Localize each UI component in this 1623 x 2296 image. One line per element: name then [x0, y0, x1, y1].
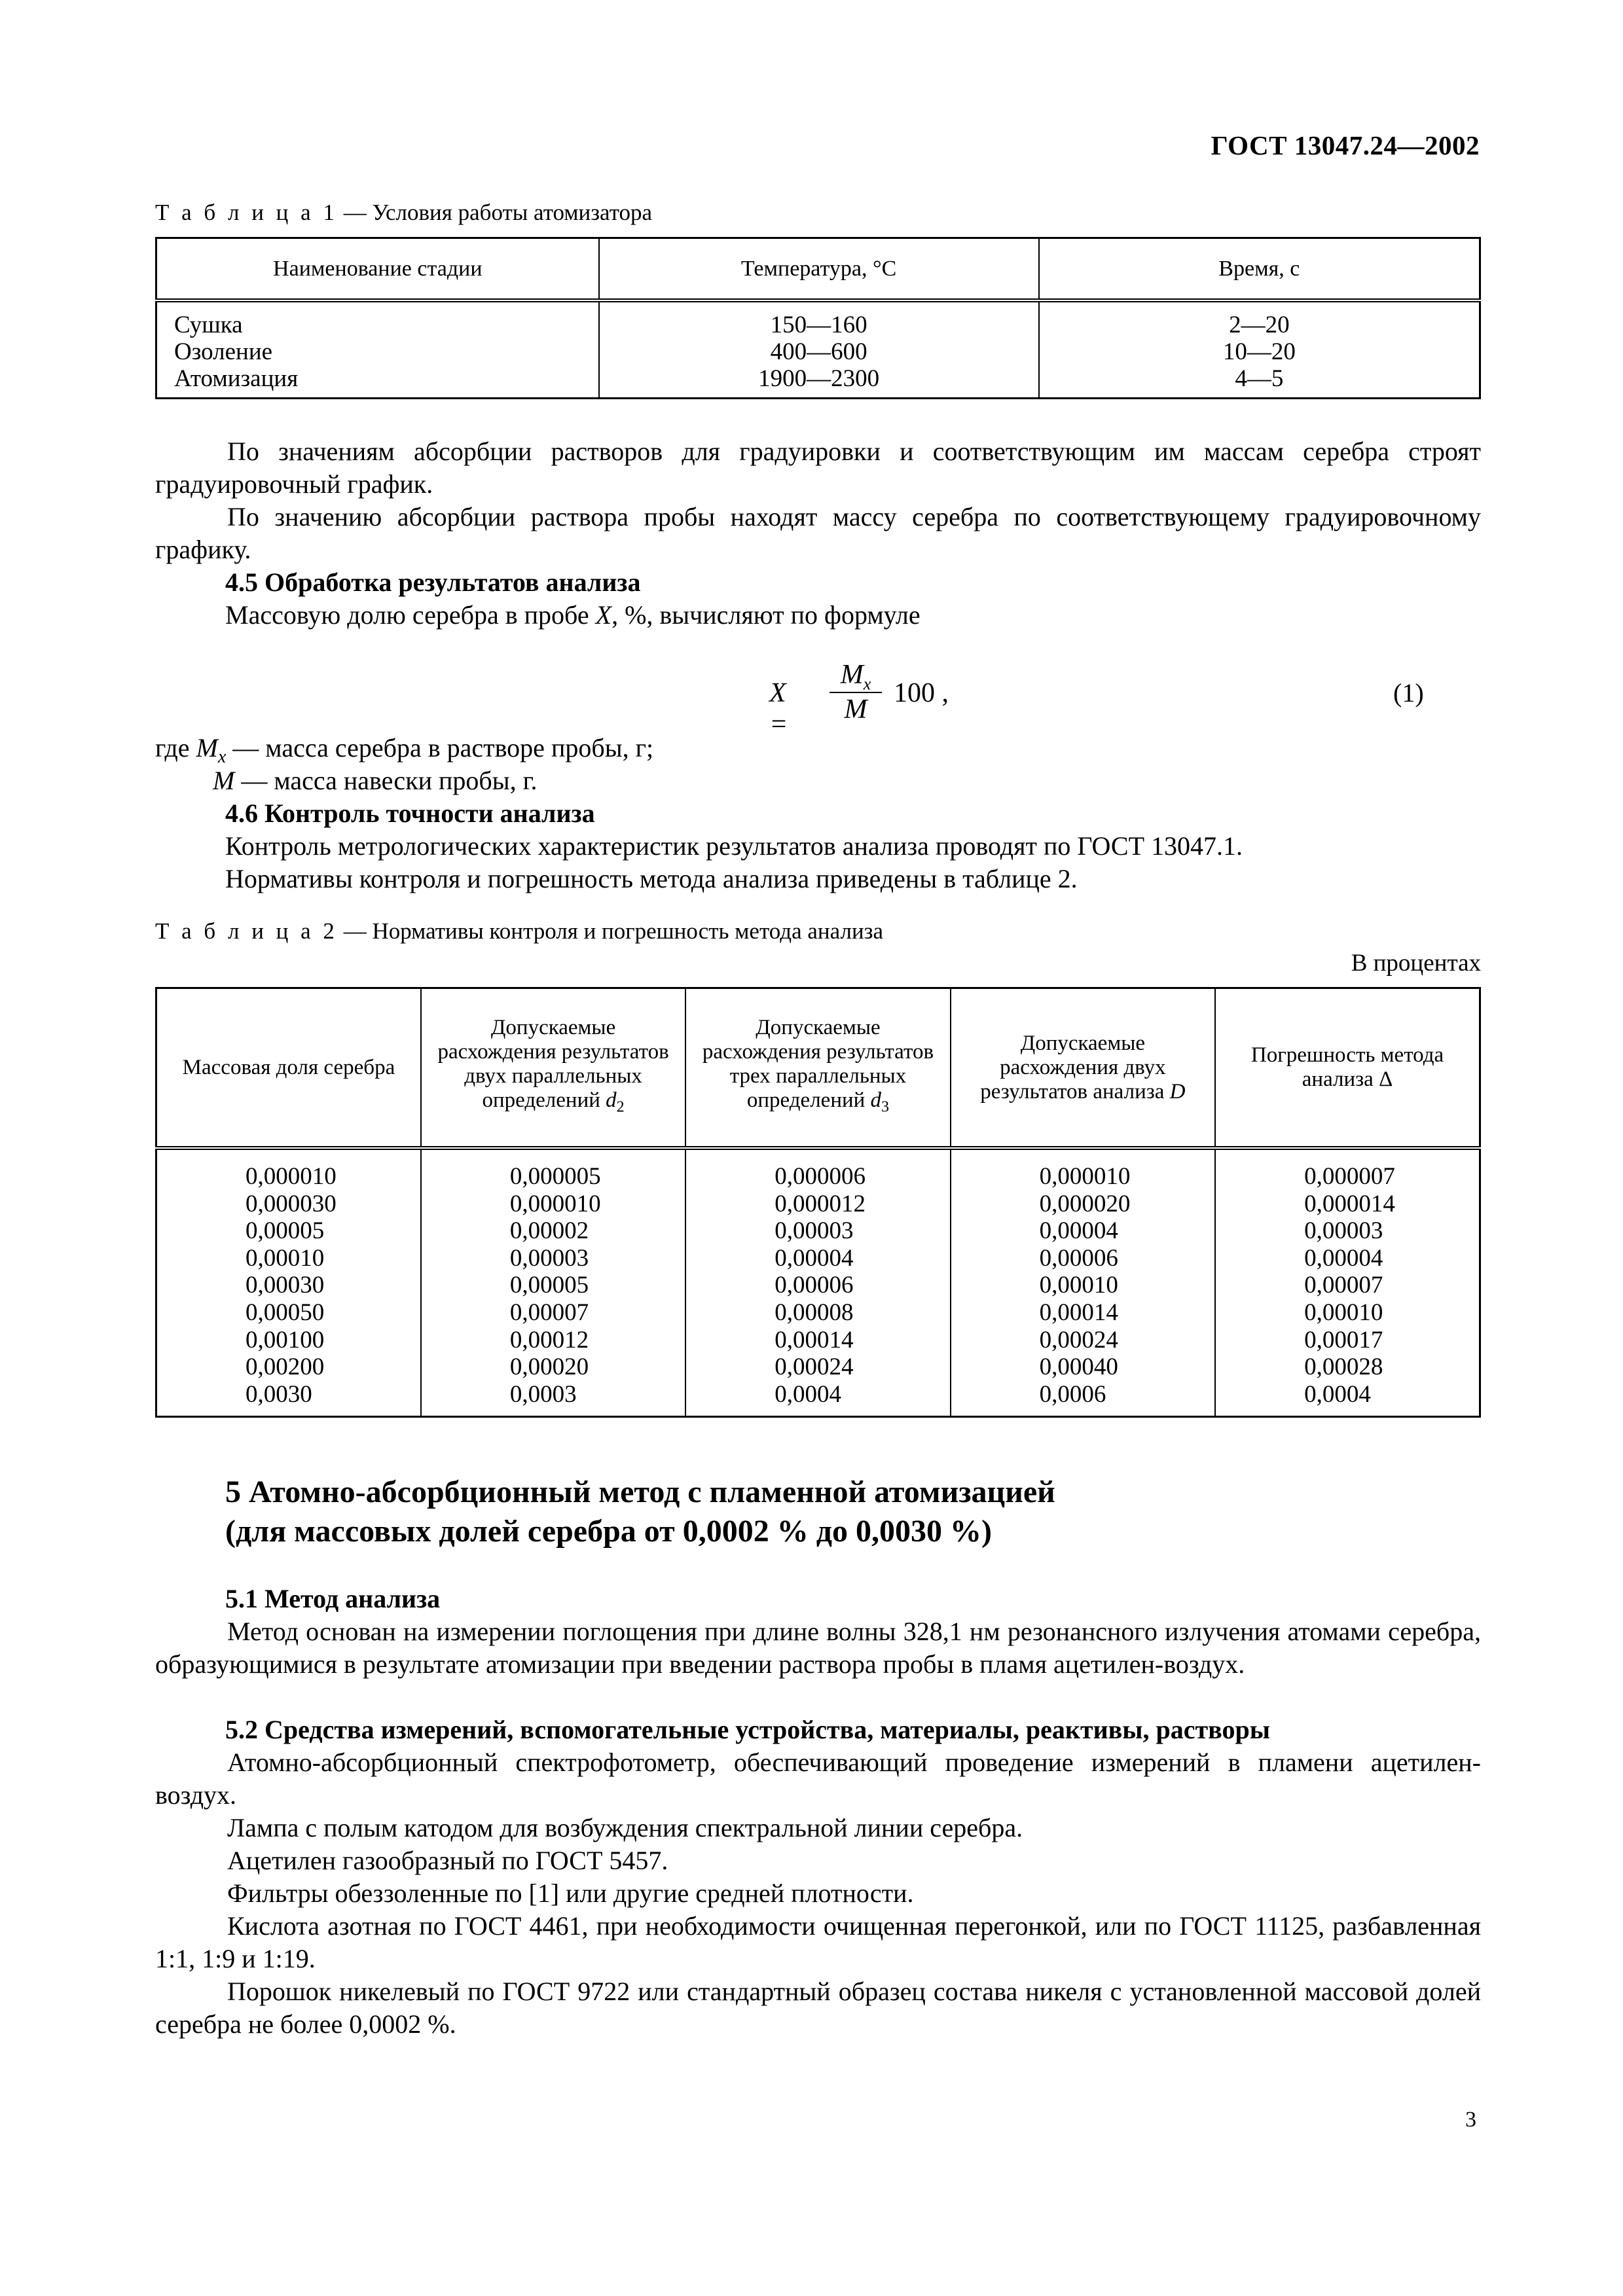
- table2-cell: 0,00006: [1039, 1244, 1118, 1272]
- table2-cell: 0,00030: [246, 1272, 325, 1299]
- variable: d: [870, 1088, 882, 1112]
- table2-cell: 0,00003: [1304, 1217, 1383, 1245]
- list-item: Порошок никелевый по ГОСТ 9722 или стандартный образец состава никеля с установленной массовой долей серебра не более 0,0002 %.: [155, 1977, 1481, 2039]
- table1-cell: 1900—2300: [758, 365, 880, 392]
- table1-header-row: [156, 238, 1480, 301]
- paragraph: По значению абсорбции раствора пробы находят массу серебра по соответствующему градуировочному графику.: [155, 502, 1481, 564]
- table2-label: Т а б л и ц а 2: [155, 918, 338, 944]
- table2-cell: 0,00005: [246, 1217, 325, 1245]
- table1-body: [156, 300, 1480, 399]
- table1-header: Время, с: [1039, 238, 1480, 301]
- section-title-line: (для массовых долей серебра от 0,0002 % до 0,0030 %): [225, 1514, 992, 1549]
- table2-cell: 0,00007: [509, 1299, 589, 1326]
- table2-cell: 0,00002: [509, 1217, 589, 1245]
- text: Допускаемые расхождения результатов двух параллельных определений: [437, 1015, 669, 1112]
- text: где: [155, 733, 196, 762]
- section-title-line: 5 Атомно-абсорбционный метод с пламенной атомизацией: [225, 1475, 1055, 1509]
- table1-cell: Сушка: [174, 312, 243, 338]
- table2-header: Массовая доля серебра: [156, 988, 421, 1149]
- table2-cell: 0,00004: [775, 1244, 854, 1272]
- table2-cell: 0,000010: [509, 1190, 601, 1217]
- paragraph: По значениям абсорбции растворов для градуировки и соответствующим им массам серебра строят градуировочный график.: [155, 437, 1481, 499]
- variable: M: [213, 766, 235, 795]
- table2-cell: 0,000007: [1304, 1163, 1395, 1190]
- table2-header-row: [156, 988, 1480, 1149]
- table2-cell: 0,00003: [775, 1217, 854, 1245]
- table2-cell: 0,00200: [246, 1354, 325, 1381]
- table1: [155, 237, 1481, 399]
- table1-col-temperature: [599, 300, 1039, 399]
- table2-cell: 0,000005: [509, 1163, 601, 1190]
- table1-cell: 10—20: [1222, 338, 1296, 365]
- table1-cell: Озоление: [174, 338, 273, 365]
- formula-fraction: [830, 658, 882, 726]
- table1-header: Температура, °С: [599, 238, 1039, 301]
- table2: [155, 987, 1481, 1418]
- table2-cell: 0,000010: [1039, 1163, 1131, 1190]
- table2-cell: 0,00004: [1039, 1217, 1118, 1245]
- formula-rest: 100 ,: [894, 678, 949, 708]
- table2-cell: 0,00005: [509, 1272, 589, 1299]
- sub: 3: [881, 1098, 890, 1116]
- paragraph: Метод основан на измерении поглощения при длине волны 328,1 нм резонансного излучения атомами серебра, образующимися в результате атомизации при введении раствора пробы в пламя ацетилен-воздух.: [155, 1617, 1481, 1679]
- table1-caption: [155, 200, 652, 226]
- paragraph: Нормативы контроля и погрешность метода анализа приведены в таблице 2.: [225, 864, 1078, 893]
- table1-label: Т а б л и ц а 1: [155, 200, 338, 225]
- table2-cell: 0,000010: [246, 1163, 337, 1190]
- table1-cell: 4—5: [1235, 365, 1284, 392]
- text: Массовую долю серебра в пробе: [225, 600, 596, 630]
- table2-title: — Нормативы контроля и погрешность метода анализа: [337, 918, 884, 944]
- table2-col-error: [1215, 1148, 1480, 1417]
- table2-col-D: [951, 1148, 1215, 1417]
- table2-cell: 0,000012: [775, 1190, 866, 1217]
- formula-numerator: [830, 658, 882, 692]
- table2-cell: 0,00008: [775, 1299, 854, 1326]
- table2-cell: 0,00010: [246, 1244, 325, 1272]
- table2-cell: 0,00010: [1039, 1272, 1118, 1299]
- section-4-5-title: 4.5 Обработка результатов анализа: [225, 567, 641, 597]
- table2-col-d2: [421, 1148, 685, 1417]
- text: — масса навески пробы, г.: [234, 766, 538, 795]
- table2-cell: 0,00050: [246, 1299, 325, 1326]
- list-item: Атомно-абсорбционный спектрофотометр, обеспечивающий проведение измерений в пламени ацетилен-воздух.: [155, 1748, 1481, 1810]
- section-5-1-title: 5.1 Метод анализа: [225, 1584, 441, 1613]
- table1-cell: 150—160: [770, 312, 867, 338]
- table2-cell: 0,00024: [775, 1354, 854, 1381]
- table2-cell: 0,00012: [509, 1326, 589, 1354]
- page-number: 3: [1465, 2108, 1476, 2132]
- table2-cell: 0,00028: [1304, 1354, 1383, 1381]
- table2-cell: 0,00024: [1039, 1326, 1118, 1354]
- text: — масса серебра в растворе пробы, г;: [226, 733, 654, 762]
- table2-cell: 0,00040: [1039, 1354, 1118, 1381]
- table2-cell: 0,0004: [1304, 1380, 1371, 1408]
- section-4-6-title: 4.6 Контроль точности анализа: [225, 798, 595, 828]
- table2-cell: 0,00100: [246, 1326, 325, 1354]
- table2-col-d3: [685, 1148, 950, 1417]
- table2-cell: 0,00004: [1304, 1244, 1383, 1272]
- variable: d: [606, 1088, 617, 1112]
- equation-number: (1): [1393, 678, 1424, 708]
- table2-header: [685, 988, 950, 1149]
- list-item: Лампа с полым катодом для возбуждения спектральной линии серебра.: [227, 1813, 1023, 1842]
- table2-cell: 0,0030: [246, 1380, 312, 1408]
- table1-cell: 2—20: [1229, 312, 1290, 338]
- table2-cell: 0,00007: [1304, 1272, 1383, 1299]
- section-5-2-title: 5.2 Средства измерений, вспомогательные устройства, материалы, реактивы, растворы: [225, 1715, 1270, 1744]
- var: M: [840, 660, 864, 690]
- standard-header: ГОСТ 13047.24—2002: [1211, 130, 1480, 160]
- table1-cell: Атомизация: [174, 365, 299, 392]
- section-5-title: [225, 1473, 1055, 1551]
- table2-cell: 0,0006: [1039, 1380, 1106, 1408]
- list-item: Кислота азотная по ГОСТ 4461, при необходимости очищенная перегонкой, или по ГОСТ 11125, разбавленная 1:1, 1:9 и 1:19.: [155, 1911, 1481, 1973]
- variable: D: [1169, 1079, 1186, 1103]
- table2-header: [421, 988, 685, 1149]
- table1-col-time: [1039, 300, 1480, 399]
- text: Допускаемые расхождения двух результатов анализа: [980, 1031, 1170, 1103]
- table2-cell: 0,0004: [775, 1380, 842, 1408]
- table1-cell: 400—600: [770, 338, 867, 365]
- table2-header: [951, 988, 1215, 1149]
- table2-units: В процентах: [1351, 950, 1481, 977]
- table2-cell: 0,0003: [509, 1380, 577, 1408]
- table2-cell: 0,000006: [775, 1163, 866, 1190]
- formula-denominator: M: [844, 694, 867, 725]
- table2-cell: 0,000030: [246, 1190, 337, 1217]
- sub: x: [217, 747, 227, 767]
- table2-cell: 0,00014: [775, 1326, 854, 1354]
- variable: X: [595, 600, 612, 630]
- formula-lhs: X =: [769, 678, 788, 740]
- variable: M: [196, 733, 218, 762]
- list-item: Ацетилен газообразный по ГОСТ 5457.: [227, 1846, 668, 1875]
- paragraph: Контроль метрологических характеристик результатов анализа проводят по ГОСТ 13047.1.: [225, 831, 1243, 861]
- table2-cell: 0,00014: [1039, 1299, 1118, 1326]
- table1-title: — Условия работы атомизатора: [337, 200, 653, 225]
- table2-cell: 0,00017: [1304, 1326, 1383, 1354]
- table2-cell: 0,000020: [1039, 1190, 1131, 1217]
- table2-cell: 0,00006: [775, 1272, 854, 1299]
- table2-body: [156, 1148, 1480, 1417]
- table2-cell: 0,00003: [509, 1244, 589, 1272]
- table2-header: Погрешность метода анализа Δ: [1215, 988, 1480, 1149]
- table2-cell: 0,00010: [1304, 1299, 1383, 1326]
- sub: x: [863, 674, 871, 694]
- text: Допускаемые расхождения результатов трех параллельных определений: [702, 1015, 934, 1112]
- paragraph: [225, 599, 921, 632]
- table2-col-mass-fraction: [156, 1148, 421, 1417]
- table2-caption: [155, 918, 883, 944]
- text: , %, вычисляют по формуле: [611, 600, 921, 630]
- table1-header: Наименование стадии: [156, 238, 599, 301]
- where-line: [213, 764, 538, 797]
- sub: 2: [616, 1098, 625, 1116]
- table2-cell: 0,00020: [509, 1354, 589, 1381]
- table1-col-stage: [156, 300, 599, 399]
- list-item: Фильтры обеззоленные по [1] или другие средней плотности.: [227, 1878, 914, 1908]
- table2-cell: 0,000014: [1304, 1190, 1395, 1217]
